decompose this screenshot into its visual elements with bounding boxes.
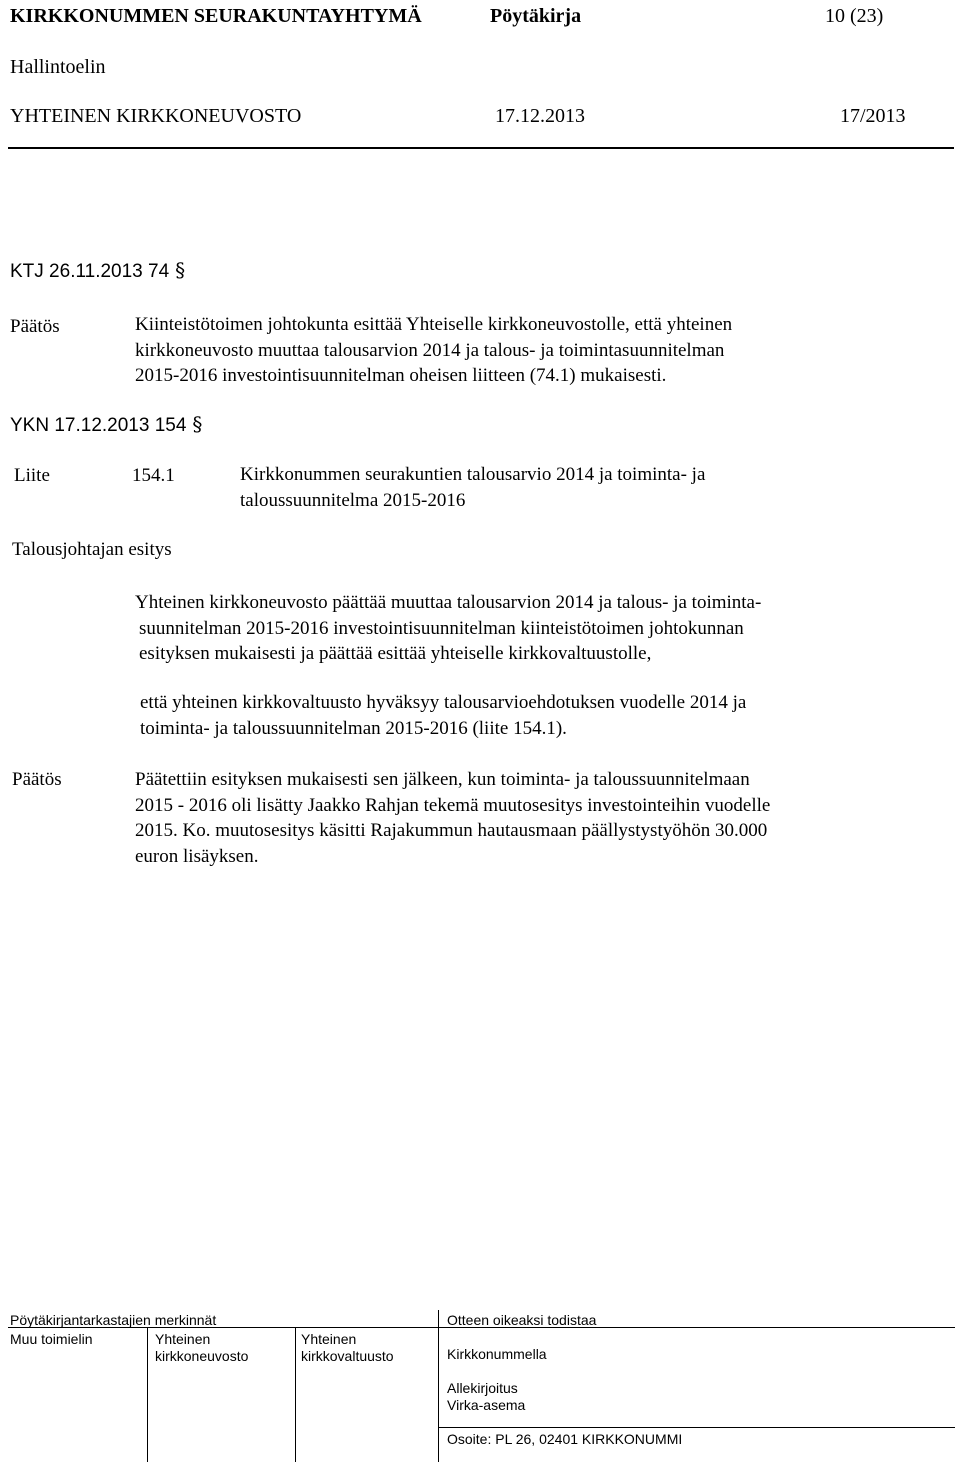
attachment-label: Liite bbox=[14, 465, 50, 486]
header-divider bbox=[8, 147, 954, 149]
text-line: kirkkoneuvosto muuttaa talousarvion 2014 ja talous- ja toimintasuunnitelman bbox=[135, 339, 725, 361]
footer-place: Kirkkonummella bbox=[447, 1346, 547, 1362]
ktj-decision-text bbox=[135, 312, 732, 389]
organization-name: KIRKKONUMMEN SEURAKUNTAYHTYMÄ bbox=[10, 5, 422, 27]
footer-kirkkovaltuusto-line1: Yhteinen bbox=[301, 1331, 357, 1347]
ykn-reference bbox=[10, 412, 202, 438]
proposal-paragraph-2 bbox=[140, 690, 746, 741]
document-type: Pöytäkirja bbox=[490, 5, 582, 27]
footer-divider bbox=[295, 1328, 296, 1462]
attachment-number: 154.1 bbox=[132, 465, 175, 486]
text-line: Päätettiin esityksen mukaisesti sen jälkeen, kun toiminta- ja taloussuunnitelmaan bbox=[135, 769, 750, 790]
ktj-decision-label: Päätös bbox=[10, 316, 60, 337]
footer-kirkkoneuvosto-line1: Yhteinen bbox=[155, 1331, 211, 1347]
footer-kirkkoneuvosto-line2: kirkkoneuvosto bbox=[155, 1348, 249, 1364]
division-label: Hallintoelin bbox=[10, 56, 106, 78]
minutes-number: 17/2013 bbox=[840, 105, 906, 127]
footer-position: Virka-asema bbox=[447, 1397, 526, 1413]
body-name: YHTEINEN KIRKKONEUVOSTO bbox=[10, 105, 302, 127]
footer-signature: Allekirjoitus bbox=[447, 1380, 518, 1396]
footer-other-body: Muu toimielin bbox=[10, 1331, 93, 1347]
page-number: 10 (23) bbox=[825, 5, 884, 27]
footer-divider bbox=[438, 1310, 439, 1462]
text-line: esityksen mukaisesti ja päättää esittää yhteiselle kirkkovaltuustolle, bbox=[139, 643, 652, 664]
footer-certify-title: Otteen oikeaksi todistaa bbox=[447, 1312, 597, 1328]
attachment-title bbox=[240, 462, 705, 513]
ktj-reference-text: KTJ 26.11.2013 74 bbox=[10, 261, 170, 282]
decision-label: Päätös bbox=[12, 769, 62, 790]
section-symbol: § bbox=[175, 258, 186, 282]
text-line: että yhteinen kirkkovaltuusto hyväksyy talousarvioehdotuksen vuodelle 2014 ja bbox=[140, 692, 747, 713]
decision-text bbox=[135, 767, 770, 869]
ktj-reference bbox=[10, 258, 185, 284]
text-line: taloussuunnitelma 2015-2016 bbox=[240, 489, 466, 511]
text-line: Kiinteistötoimen johtokunta esittää Yhteiselle kirkkoneuvostolle, että yhteinen bbox=[135, 314, 733, 335]
text-line: 2015-2016 investointisuunnitelman oheisen liitteen (74.1) mukaisesti. bbox=[135, 365, 667, 386]
footer-divider bbox=[147, 1328, 148, 1462]
text-line: toiminta- ja taloussuunnitelman 2015-2016 (liite 154.1). bbox=[140, 717, 567, 739]
footer-address: Osoite: PL 26, 02401 KIRKKONUMMI bbox=[447, 1431, 683, 1447]
text-line: Kirkkonummen seurakuntien talousarvio 2014 ja toiminta- ja bbox=[240, 464, 706, 485]
footer-address-rule bbox=[439, 1427, 955, 1428]
proposal-paragraph-1 bbox=[135, 590, 761, 667]
text-line: 2015. Ko. muutosesitys käsitti Rajakummun hautausmaan päällystystyöhön 30.000 bbox=[135, 820, 768, 841]
footer-kirkkovaltuusto-line2: kirkkovaltuusto bbox=[301, 1348, 394, 1364]
section-symbol: § bbox=[192, 412, 203, 436]
footer-title: Pöytäkirjantarkastajien merkinnät bbox=[10, 1312, 217, 1328]
footer-left-rule bbox=[8, 1327, 438, 1328]
text-line: Yhteinen kirkkoneuvosto päättää muuttaa talousarvion 2014 ja talous- ja toiminta- bbox=[135, 592, 762, 613]
meeting-date: 17.12.2013 bbox=[495, 105, 585, 127]
ykn-reference-text: YKN 17.12.2013 154 bbox=[10, 415, 187, 436]
text-line: euron lisäyksen. bbox=[135, 845, 259, 867]
proposal-label: Talousjohtajan esitys bbox=[12, 539, 172, 560]
text-line: 2015 - 2016 oli lisätty Jaakko Rahjan tekemä muutosesitys investointeihin vuodelle bbox=[135, 794, 771, 816]
footer-right-rule bbox=[439, 1327, 955, 1328]
text-line: suunnitelman 2015-2016 investointisuunnitelman kiinteistötoimen johtokunnan bbox=[139, 617, 744, 639]
